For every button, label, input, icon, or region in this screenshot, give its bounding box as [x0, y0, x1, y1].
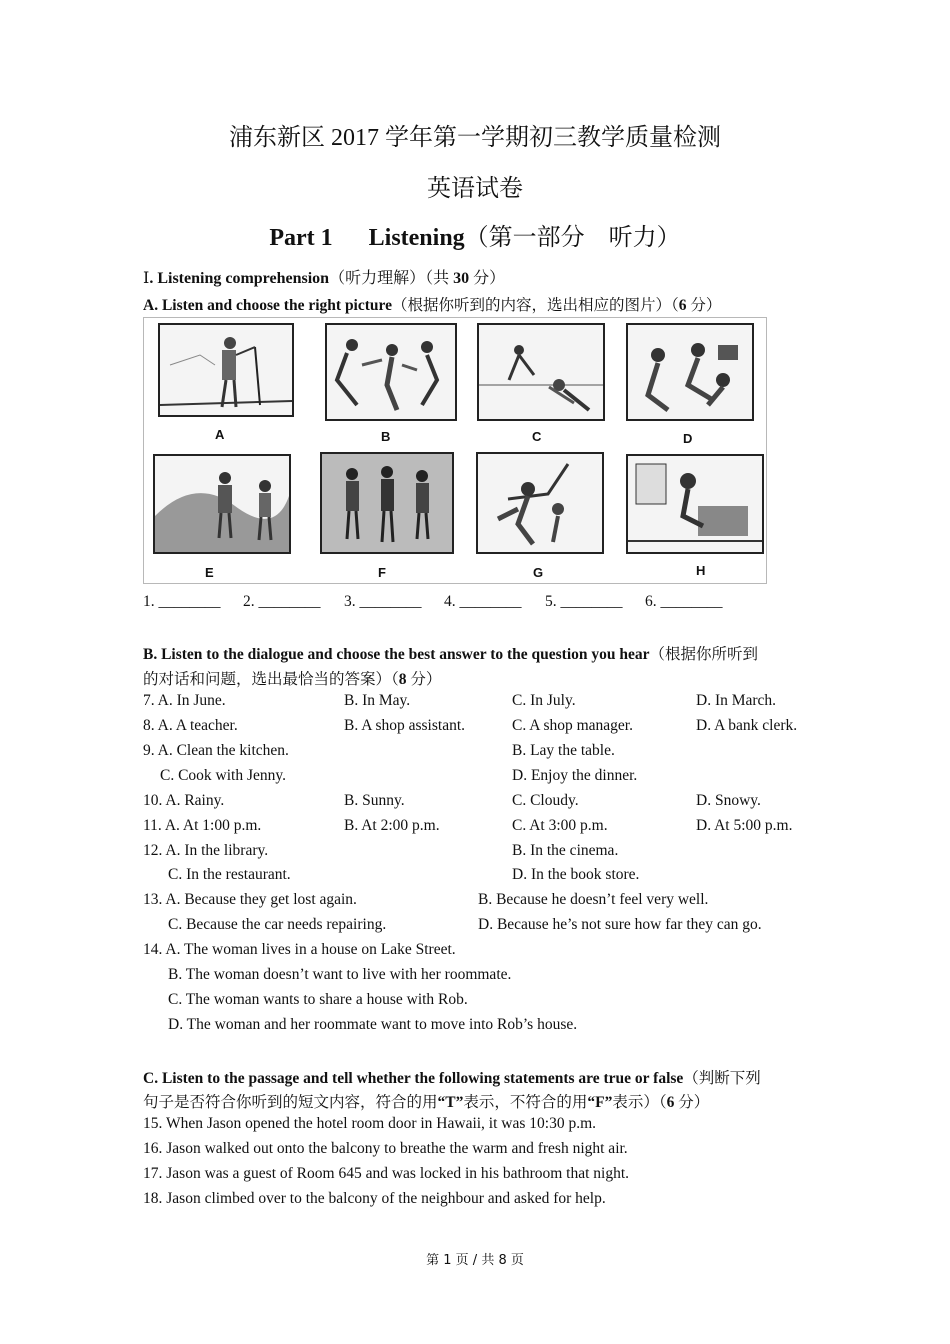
q11-option-c: C. At 3:00 p.m.: [512, 817, 608, 834]
section-b-title: B. Listen to the dialogue and choose the best answer to the question you hear: [143, 646, 650, 663]
section-c-cn-2a: 句子是否符合你听到的短文内容，符合的用: [143, 1094, 438, 1111]
section-c-heading-line1: [143, 1066, 761, 1088]
exam-subtitle: 英语试卷: [427, 176, 523, 202]
section-1-prefix: Ⅰ: [143, 270, 150, 287]
answer-blank-5[interactable]: 5. ________: [545, 593, 623, 610]
answer-blank-2[interactable]: 2. ________: [243, 593, 321, 610]
section-a-heading: [143, 293, 721, 315]
picture-label-h: H: [696, 563, 706, 578]
statement-17: 17. Jason was a guest of Room 645 and was locked in his bathroom that night.: [143, 1165, 630, 1182]
picture-label-d: D: [683, 431, 693, 446]
section-c-cn-end: 分）: [674, 1094, 710, 1111]
picture-label-e: E: [205, 565, 214, 580]
picture-d: [626, 323, 754, 421]
q11-option-b: B. At 2:00 p.m.: [344, 817, 440, 834]
section-a-cn-end: 分）: [686, 297, 722, 314]
section-c-false-mark: “F”: [587, 1094, 613, 1111]
section-c-cn-2b: 表示，不符合的用: [463, 1094, 588, 1111]
q8-option-c: C. A shop manager.: [512, 717, 633, 734]
q7-option-b: B. In May.: [344, 692, 411, 709]
picture-label-g: G: [533, 565, 544, 580]
section-a-score: 6: [678, 297, 687, 314]
section-a-cn: （根据你听到的内容，选出相应的图片）（: [392, 297, 679, 314]
section-b-cn-1: （根据你所听到: [649, 646, 759, 663]
picture-label-c: C: [532, 429, 542, 444]
answer-blank-3[interactable]: 3. ________: [344, 593, 422, 610]
q12-option-d: D. In the book store.: [512, 866, 640, 883]
q7-option-d: D. In March.: [696, 692, 777, 709]
q13-option-d: D. Because he’s not sure how far they can go.: [478, 916, 762, 933]
q8-option-a: 8. A. A teacher.: [143, 717, 238, 734]
q10-option-b: B. Sunny.: [344, 792, 405, 809]
picture-h: [626, 454, 764, 554]
picture-grid: [143, 317, 767, 584]
section-c-title: C. Listen to the passage and tell whether the following statements are true or false: [143, 1070, 684, 1087]
answer-blank-1[interactable]: 1. ________: [143, 593, 221, 610]
picture-a: [158, 323, 294, 417]
q13-option-c: C. Because the car needs repairing.: [168, 916, 387, 933]
picture-label-f: F: [378, 565, 386, 580]
q9-option-a: 9. A. Clean the kitchen.: [143, 742, 289, 759]
picture-e: [153, 454, 291, 554]
section-c-true-mark: “T”: [437, 1094, 464, 1111]
picture-label-b: B: [381, 429, 391, 444]
q10-option-c: C. Cloudy.: [512, 792, 579, 809]
q10-option-d: D. Snowy.: [696, 792, 761, 809]
q8-option-b: B. A shop assistant.: [344, 717, 466, 734]
section-1-cn-end: 分）: [469, 270, 506, 287]
q9-option-d: D. Enjoy the dinner.: [512, 767, 638, 784]
section-b-heading-line2: [143, 667, 441, 689]
section-b-score: 8: [398, 671, 407, 688]
q7-option-a: 7. A. In June.: [143, 692, 226, 709]
q14-option-b: B. The woman doesn’t want to live with her roommate.: [168, 966, 512, 983]
section-c-cn-1: （判断下列: [683, 1070, 761, 1087]
q9-option-c: C. Cook with Jenny.: [160, 767, 287, 784]
page-number: 第 1 页 / 共 8 页: [426, 1253, 524, 1268]
q14-option-d: D. The woman and her roommate want to move into Rob’s house.: [168, 1016, 578, 1033]
q9-option-b: B. Lay the table.: [512, 742, 615, 759]
part-heading: [0, 217, 950, 252]
section-1-score: 30: [453, 270, 470, 287]
section-1-heading: [143, 265, 505, 288]
q11-option-d: D. At 5:00 p.m.: [696, 817, 793, 834]
section-a-title: A. Listen and choose the right picture: [143, 297, 393, 314]
section-c-heading-line2: [143, 1090, 709, 1112]
section-b-heading-line1: [143, 642, 758, 664]
statement-15: 15. When Jason opened the hotel room door in Hawaii, it was 10:30 p.m.: [143, 1115, 597, 1132]
statement-16: 16. Jason walked out onto the balcony to breathe the warm and fresh night air.: [143, 1140, 628, 1157]
picture-c: [477, 323, 605, 421]
picture-g: [476, 452, 604, 554]
part-label: Part 1: [269, 225, 333, 251]
part-name: Listening: [368, 225, 465, 251]
section-b-cn-end: 分）: [406, 671, 442, 688]
answer-blank-4[interactable]: 4. ________: [444, 593, 522, 610]
q13-option-a: 13. A. Because they get lost again.: [143, 891, 357, 908]
q10-option-a: 10. A. Rainy.: [143, 792, 225, 809]
section-b-cn-2: 的对话和问题，选出最恰当的答案）（: [143, 671, 399, 688]
section-c-score: 6: [666, 1094, 675, 1111]
statement-18: 18. Jason climbed over to the balcony of the neighbour and asked for help.: [143, 1190, 606, 1207]
exam-title: 浦东新区 2017 学年第一学期初三教学质量检测: [229, 125, 721, 151]
q14-option-a: 14. A. The woman lives in a house on Lake Street.: [143, 941, 456, 958]
q7-option-c: C. In July.: [512, 692, 576, 709]
q8-option-d: D. A bank clerk.: [696, 717, 798, 734]
q11-option-a: 11. A. At 1:00 p.m.: [143, 817, 262, 834]
section-1-title: . Listening comprehension: [149, 270, 330, 287]
section-1-cn: （听力理解）（共: [329, 270, 454, 287]
section-c-cn-2c: 表示）（: [612, 1094, 667, 1111]
picture-b: [325, 323, 457, 421]
q13-option-b: B. Because he doesn’t feel very well.: [478, 891, 709, 908]
q12-option-b: B. In the cinema.: [512, 842, 619, 859]
part-name-cn: （第一部分 听力）: [464, 225, 681, 251]
q14-option-c: C. The woman wants to share a house with Rob.: [168, 991, 468, 1008]
picture-label-a: A: [215, 427, 225, 442]
picture-f: [320, 452, 454, 554]
answer-blank-6[interactable]: 6. ________: [645, 593, 723, 610]
q12-option-a: 12. A. In the library.: [143, 842, 269, 859]
q12-option-c: C. In the restaurant.: [168, 866, 291, 883]
